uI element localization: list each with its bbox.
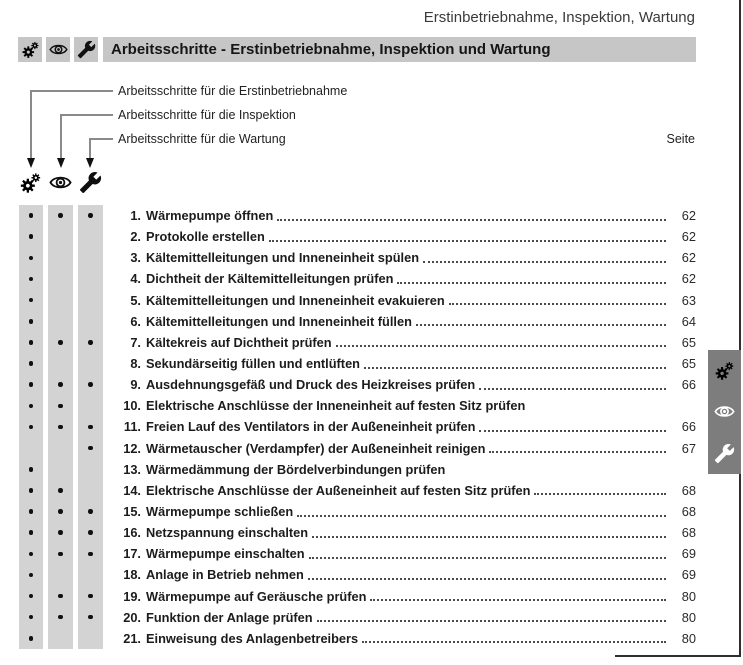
section-title-row — [18, 37, 696, 62]
eye-icon — [46, 37, 70, 62]
item-title: Wärmepumpe schließen — [146, 504, 294, 520]
toc-row[interactable] — [19, 438, 696, 459]
mark-cell-erstinbetriebnahme — [19, 459, 43, 480]
bullet-dot — [29, 552, 34, 557]
mark-cell-wartung — [78, 522, 103, 543]
item-title: Netzspannung einschalten — [146, 525, 309, 541]
item-number: 19. — [123, 588, 141, 604]
wrench-icon — [74, 37, 98, 62]
item-number: 7. — [130, 334, 141, 350]
mark-cell-inspektion — [48, 543, 73, 564]
dot-leader — [370, 599, 666, 601]
item-title: Wärmepumpe einschalten — [146, 546, 305, 562]
bullet-dot — [29, 425, 34, 430]
mark-cell-inspektion — [48, 226, 73, 247]
item-number: 4. — [130, 271, 141, 287]
bullet-dot — [29, 404, 34, 409]
mark-cell-erstinbetriebnahme — [19, 268, 43, 289]
toc-row[interactable] — [19, 564, 696, 585]
mark-cell-wartung — [78, 395, 103, 416]
mark-cell-inspektion — [48, 564, 73, 585]
page-column-label: Seite — [666, 132, 695, 146]
item-page-number: 80 — [681, 630, 696, 646]
toc-row[interactable] — [19, 290, 696, 311]
mark-cell-inspektion — [48, 522, 73, 543]
toc-row[interactable] — [19, 586, 696, 607]
bullet-dot — [88, 425, 93, 430]
mark-cell-inspektion — [48, 628, 73, 649]
item-page-number: 66 — [681, 377, 696, 393]
mark-cell-wartung — [78, 416, 103, 437]
mark-cell-erstinbetriebnahme — [19, 311, 43, 332]
mark-cell-wartung — [78, 226, 103, 247]
legend-connector-line — [89, 138, 91, 158]
item-page-number: 62 — [681, 250, 696, 266]
item-number: 3. — [130, 250, 141, 266]
bullet-dot — [29, 615, 34, 620]
bullet-dot — [29, 488, 34, 493]
bullet-dot — [88, 382, 93, 387]
mark-cell-wartung — [78, 501, 103, 522]
mark-cell-inspektion — [48, 268, 73, 289]
item-title: Sekundärseitig füllen und entlüften — [146, 356, 361, 372]
item-page-number: 80 — [681, 609, 696, 625]
eye-icon — [49, 171, 72, 194]
dot-leader — [312, 536, 666, 538]
item-title: Wärmetauscher (Verdampfer) der Außeneinheit reinigen — [146, 440, 486, 456]
mark-cell-erstinbetriebnahme — [19, 628, 43, 649]
mark-cell-wartung — [78, 268, 103, 289]
item-title: Dichtheit der Kältemittelleitungen prüfen — [146, 271, 394, 287]
bullet-dot — [58, 594, 63, 599]
item-page-number: 80 — [681, 588, 696, 604]
bullet-dot — [88, 552, 93, 557]
sidebar-tabs — [708, 350, 741, 474]
bullet-dot — [58, 404, 63, 409]
dot-leader — [479, 388, 666, 390]
mark-cell-inspektion — [48, 311, 73, 332]
dot-leader — [297, 515, 666, 517]
item-page-number: 67 — [681, 440, 696, 456]
mark-cell-wartung — [78, 247, 103, 268]
mark-cell-erstinbetriebnahme — [19, 501, 43, 522]
item-title: Einweisung des Anlagenbetreibers — [146, 630, 359, 646]
mark-cell-inspektion — [48, 480, 73, 501]
dot-leader — [423, 261, 666, 263]
toc-row[interactable] — [19, 247, 696, 268]
dot-leader — [277, 219, 666, 221]
mark-cell-erstinbetriebnahme — [19, 205, 43, 226]
item-title: Elektrische Anschlüsse der Außeneinheit auf festen Sitz prüfen — [146, 482, 531, 498]
item-number: 1. — [130, 208, 141, 224]
bullet-dot — [29, 298, 34, 303]
mark-cell-erstinbetriebnahme — [19, 543, 43, 564]
bullet-dot — [88, 509, 93, 514]
item-page-number: 62 — [681, 208, 696, 224]
item-page-number: 63 — [681, 292, 696, 308]
item-number: 18. — [123, 567, 141, 583]
item-number: 6. — [130, 313, 141, 329]
item-page-number: 66 — [681, 419, 696, 435]
toc-row[interactable] — [19, 205, 696, 226]
dot-leader — [317, 620, 666, 622]
item-title: Protokolle erstellen — [146, 229, 265, 245]
section-title: Arbeitsschritte - Erstinbetriebnahme, Inspektion und Wartung — [103, 37, 696, 62]
item-page-number: 62 — [681, 271, 696, 287]
bullet-dot — [29, 340, 34, 345]
dot-leader — [269, 240, 666, 242]
item-page-number: 65 — [681, 356, 696, 372]
item-number: 10. — [123, 398, 141, 414]
mark-cell-wartung — [78, 628, 103, 649]
bullet-dot — [88, 530, 93, 535]
toc-row[interactable] — [19, 353, 696, 374]
legend-label-erstinbetriebnahme: Arbeitsschritte für die Erstinbetriebnahme — [118, 84, 348, 98]
toc-row[interactable] — [19, 395, 696, 416]
mark-cell-inspektion — [48, 607, 73, 628]
item-title: Kältemittelleitungen und Inneneinheit spülen — [146, 250, 420, 266]
bullet-dot — [29, 361, 34, 366]
running-header: Erstinbetriebnahme, Inspektion, Wartung — [423, 9, 695, 26]
bullet-dot — [58, 488, 63, 493]
mark-cell-erstinbetriebnahme — [19, 226, 43, 247]
dot-leader — [309, 557, 666, 559]
arrow-down-icon — [27, 158, 35, 168]
mark-cell-wartung — [78, 564, 103, 585]
mark-cell-wartung — [78, 480, 103, 501]
dot-leader — [336, 345, 666, 347]
item-page-number: 62 — [681, 229, 696, 245]
mark-cell-erstinbetriebnahme — [19, 438, 43, 459]
bullet-dot — [58, 615, 63, 620]
toc-row[interactable] — [19, 501, 696, 522]
toc-row[interactable] — [19, 543, 696, 564]
arrow-down-icon — [86, 158, 94, 168]
bullet-dot — [29, 509, 34, 514]
toc-rows — [19, 205, 696, 649]
mark-cell-erstinbetriebnahme — [19, 353, 43, 374]
mark-cell-inspektion — [48, 395, 73, 416]
item-title: Kältemittelleitungen und Inneneinheit füllen — [146, 313, 412, 329]
mark-cell-erstinbetriebnahme — [19, 522, 43, 543]
mark-cell-inspektion — [48, 205, 73, 226]
dot-leader — [449, 303, 666, 305]
bullet-dot — [29, 636, 34, 641]
item-number: 21. — [123, 630, 141, 646]
mark-cell-erstinbetriebnahme — [19, 290, 43, 311]
item-number: 15. — [123, 504, 141, 520]
legend-connector-line — [60, 114, 113, 116]
item-title: Elektrische Anschlüsse der Inneneinheit auf festen Sitz prüfen — [146, 398, 526, 414]
bullet-dot — [58, 552, 63, 557]
toc-row[interactable] — [19, 332, 696, 353]
item-number: 16. — [123, 525, 141, 541]
toc-row[interactable] — [19, 311, 696, 332]
mark-cell-wartung — [78, 459, 103, 480]
mark-cell-inspektion — [48, 353, 73, 374]
item-title: Ausdehnungsgefäß und Druck des Heizkreises prüfen — [146, 377, 476, 393]
bullet-dot — [29, 467, 34, 472]
item-page-number: 68 — [681, 525, 696, 541]
dot-leader — [534, 493, 666, 495]
bullet-dot — [29, 573, 34, 578]
item-number: 12. — [123, 440, 141, 456]
dot-leader — [479, 430, 666, 432]
bullet-dot — [58, 213, 63, 218]
item-number: 17. — [123, 546, 141, 562]
item-page-number: 69 — [681, 567, 696, 583]
bullet-dot — [29, 277, 34, 282]
toc-row[interactable] — [19, 628, 696, 649]
bullet-dot — [58, 509, 63, 514]
arrow-down-icon — [57, 158, 65, 168]
item-page-number: 68 — [681, 482, 696, 498]
wrench-icon — [79, 171, 102, 194]
dot-leader — [397, 282, 666, 284]
mark-cell-wartung — [78, 205, 103, 226]
bullet-dot — [29, 594, 34, 599]
mark-cell-wartung — [78, 353, 103, 374]
toc-row[interactable] — [19, 268, 696, 289]
mark-cell-inspektion — [48, 290, 73, 311]
mark-cell-inspektion — [48, 247, 73, 268]
bullet-dot — [88, 213, 93, 218]
item-title: Freien Lauf des Ventilators in der Außeneinheit prüfen — [146, 419, 476, 435]
mark-cell-wartung — [78, 290, 103, 311]
item-page-number: 68 — [681, 504, 696, 520]
bullet-dot — [29, 319, 34, 324]
mark-cell-wartung — [78, 586, 103, 607]
toc-row[interactable] — [19, 522, 696, 543]
legend-label-inspektion: Arbeitsschritte für die Inspektion — [118, 108, 296, 122]
bullet-dot — [29, 213, 34, 218]
item-number: 20. — [123, 609, 141, 625]
mark-cell-erstinbetriebnahme — [19, 480, 43, 501]
legend-label-wartung: Arbeitsschritte für die Wartung — [118, 132, 286, 146]
mark-cell-wartung — [78, 543, 103, 564]
bullet-dot — [88, 340, 93, 345]
toc-row[interactable] — [19, 226, 696, 247]
item-number: 9. — [130, 377, 141, 393]
mark-cell-erstinbetriebnahme — [19, 586, 43, 607]
mark-cell-erstinbetriebnahme — [19, 607, 43, 628]
mark-cell-wartung — [78, 311, 103, 332]
item-page-number: 64 — [681, 313, 696, 329]
bullet-dot — [88, 615, 93, 620]
mark-cell-wartung — [78, 438, 103, 459]
legend-connector-line — [89, 138, 113, 140]
item-number: 2. — [130, 229, 141, 245]
legend-connector-line — [60, 114, 62, 158]
mark-cell-erstinbetriebnahme — [19, 564, 43, 585]
sidebar-tab-inspektion eye-icon[interactable] — [714, 401, 735, 422]
item-title: Funktion der Anlage prüfen — [146, 609, 313, 625]
item-number: 8. — [130, 356, 141, 372]
bullet-dot — [58, 425, 63, 430]
item-title: Wärmedämmung der Bördelverbindungen prüfen — [146, 461, 446, 477]
bullet-dot — [88, 594, 93, 599]
item-title: Kältekreis auf Dichtheit prüfen — [146, 334, 332, 350]
dot-leader — [416, 324, 666, 326]
item-number: 13. — [123, 461, 141, 477]
dot-leader — [308, 578, 666, 580]
dot-leader — [489, 451, 666, 453]
toc-row[interactable] — [19, 607, 696, 628]
item-title: Anlage in Betrieb nehmen — [146, 567, 304, 583]
mark-cell-erstinbetriebnahme — [19, 374, 43, 395]
gears-icon — [18, 37, 42, 62]
item-title: Wärmepumpe auf Geräusche prüfen — [146, 588, 367, 604]
mark-cell-inspektion — [48, 459, 73, 480]
item-title: Kältemittelleitungen und Inneneinheit evakuieren — [146, 292, 445, 308]
mark-cell-wartung — [78, 607, 103, 628]
gears-icon — [19, 171, 42, 194]
page-right-border — [739, 0, 741, 656]
item-number: 11. — [123, 419, 141, 435]
dot-leader — [362, 641, 666, 643]
bullet-dot — [29, 382, 34, 387]
bullet-dot — [29, 256, 34, 261]
bullet-dot — [58, 340, 63, 345]
bullet-dot — [88, 446, 93, 451]
bullet-dot — [29, 234, 34, 239]
toc-row[interactable] — [19, 374, 696, 395]
toc-row[interactable] — [19, 416, 696, 437]
item-title: Wärmepumpe öffnen — [146, 208, 274, 224]
mark-cell-erstinbetriebnahme — [19, 332, 43, 353]
page-bottom-border — [615, 655, 741, 657]
item-number: 14. — [123, 482, 141, 498]
mark-cell-inspektion — [48, 416, 73, 437]
sidebar-tab-erstinbetriebnahme gears-icon[interactable] — [714, 360, 735, 381]
toc-row[interactable] — [19, 459, 696, 480]
legend-connector-line — [30, 90, 32, 158]
mark-cell-inspektion — [48, 438, 73, 459]
sidebar-tab-wartung wrench-icon[interactable] — [714, 443, 735, 464]
mark-cell-erstinbetriebnahme — [19, 416, 43, 437]
mark-cell-erstinbetriebnahme — [19, 395, 43, 416]
bullet-dot — [58, 530, 63, 535]
item-number: 5. — [130, 292, 141, 308]
mark-cell-wartung — [78, 332, 103, 353]
dot-leader — [364, 367, 666, 369]
mark-cell-erstinbetriebnahme — [19, 247, 43, 268]
mark-cell-inspektion — [48, 374, 73, 395]
legend-connector-line — [30, 90, 113, 92]
item-page-number: 69 — [681, 546, 696, 562]
bullet-dot — [29, 530, 34, 535]
item-page-number: 65 — [681, 334, 696, 350]
bullet-dot — [58, 382, 63, 387]
mark-cell-wartung — [78, 374, 103, 395]
mark-cell-inspektion — [48, 501, 73, 522]
toc-row[interactable] — [19, 480, 696, 501]
mark-cell-inspektion — [48, 332, 73, 353]
mark-cell-inspektion — [48, 586, 73, 607]
